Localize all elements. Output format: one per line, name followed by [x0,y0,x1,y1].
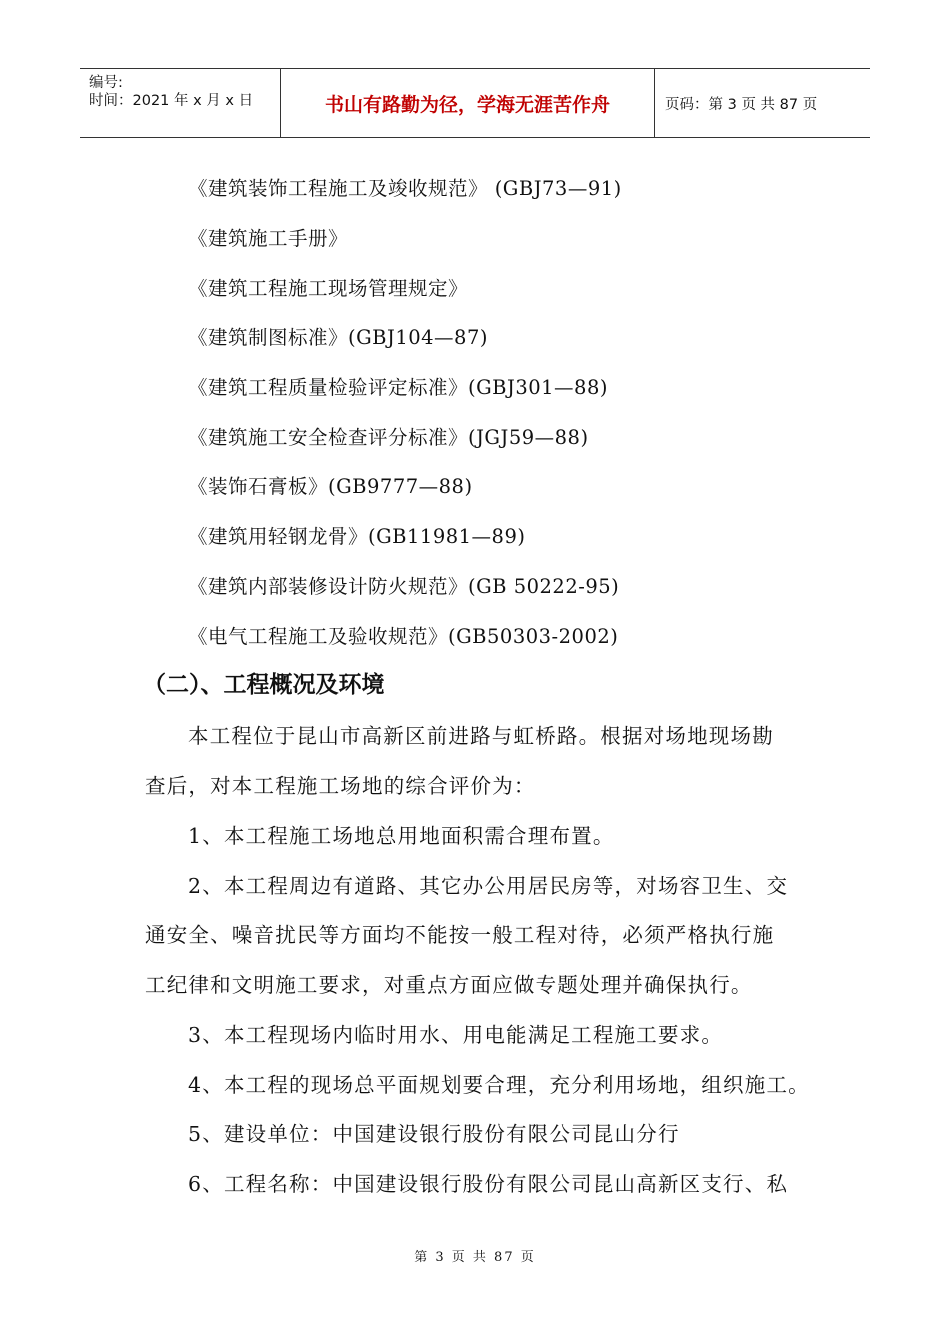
paragraph-line: 查后，对本工程施工场地的综合评价为： [145,774,536,798]
reference-item: 《建筑装饰工程施工及竣收规范》 (GBJ73—91) [188,177,622,200]
reference-item: 《建筑制图标准》(GBJ104—87) [188,326,488,349]
header-motto: 书山有路勤为径，学海无涯苦作舟 [281,69,655,137]
reference-item: 《电气工程施工及验收规范》(GB50303-2002) [188,625,619,648]
reference-item: 《建筑内部装修设计防火规范》(GB 50222-95) [188,575,620,598]
reference-item: 《装饰石膏板》(GB9777—88) [188,475,473,498]
reference-item: 《建筑工程施工现场管理规定》 [188,277,469,300]
header-meta [80,69,281,137]
section-heading: （二）、工程概况及环境 [143,672,385,698]
paragraph-line: 3、本工程现场内临时用水、用电能满足工程施工要求。 [188,1023,724,1047]
number-label: 编号: [89,75,123,91]
reference-item: 《建筑施工手册》 [188,227,349,250]
paragraph-line: 工纪律和文明施工要求，对重点方面应做专题处理并确保执行。 [145,973,753,997]
paragraph-line: 6、工程名称：中国建设银行股份有限公司昆山高新区支行、私 [188,1172,789,1196]
page-footer: 第 3 页 共 87 页 [414,1250,536,1265]
reference-item: 《建筑用轻钢龙骨》(GB11981—89) [188,525,526,548]
time-label: 时间：2021 年 x 月 x 日 [89,93,254,109]
paragraph-line: 5、建设单位：中国建设银行股份有限公司昆山分行 [188,1122,680,1146]
paragraph-line: 4、本工程的现场总平面规划要合理，充分利用场地，组织施工。 [188,1073,810,1097]
paragraph-line: 本工程位于昆山市高新区前进路与虹桥路。根据对场地现场勘 [188,724,774,748]
reference-item: 《建筑施工安全检查评分标准》(JGJ59—88) [188,426,589,449]
reference-item: 《建筑工程质量检验评定标准》(GBJ301—88) [188,376,608,399]
page-header [80,68,870,138]
header-page-info: 页码：第 3 页 共 87 页 [665,96,818,113]
paragraph-line: 通安全、噪音扰民等方面均不能按一般工程对待，必须严格执行施 [145,923,775,947]
paragraph-line: 1、本工程施工场地总用地面积需合理布置。 [188,824,615,848]
paragraph-line: 2、本工程周边有道路、其它办公用居民房等，对场容卫生、交 [188,874,789,898]
